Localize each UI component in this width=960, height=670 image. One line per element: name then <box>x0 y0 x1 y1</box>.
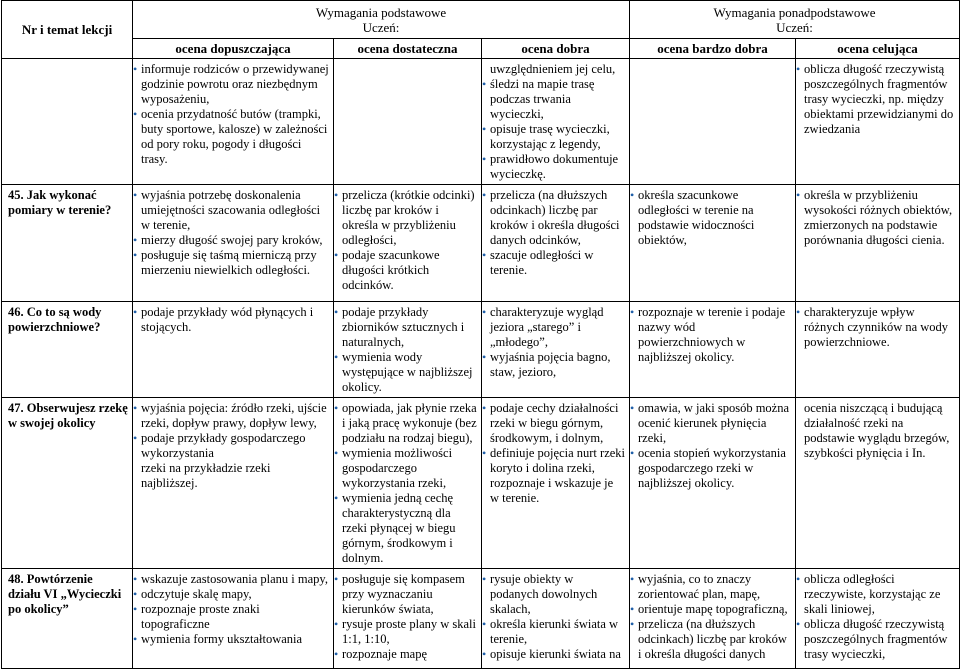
requirement-cell <box>133 569 334 669</box>
header-advanced-sub: Uczeń: <box>776 19 813 35</box>
requirement-text: wyjaśnia pojęcia: źródło rzeki, ujście rzeki, dopływ prawy, dopływ lewy, <box>141 401 327 430</box>
requirement-item <box>630 188 791 248</box>
bullet-icon: • <box>482 152 487 166</box>
requirement-cell <box>796 398 960 569</box>
requirement-text: przelicza (na dłuższych odcinkach) liczbę par kroków i określa długości danych <box>638 617 787 661</box>
bullet-icon: • <box>334 617 339 631</box>
header-grade-2: ocena dostateczna <box>334 39 482 59</box>
bullet-icon: • <box>334 491 339 505</box>
table-row <box>2 569 960 669</box>
requirement-cell <box>796 302 960 398</box>
header-basic-title: Wymagania podstawowe <box>315 4 447 20</box>
requirement-text: opisuje trasę wycieczki, korzystając z legendy, <box>490 122 610 151</box>
bullet-icon: • <box>796 305 801 319</box>
bullet-icon: • <box>334 401 339 415</box>
bullet-icon: • <box>482 248 487 262</box>
bullet-icon: • <box>482 350 487 364</box>
lesson-topic: 46. Co to są wody powierzchniowe? <box>2 302 133 398</box>
bullet-icon: • <box>133 305 138 319</box>
requirement-text: przelicza (na dłuższych odcinkach) liczbę par kroków i określa długości danych odcinków, <box>490 188 620 247</box>
requirement-item <box>133 107 329 167</box>
requirement-cell <box>630 185 796 302</box>
requirement-item <box>630 572 791 602</box>
header-grade-4: ocena bardzo dobra <box>630 39 796 59</box>
requirement-item <box>334 305 477 350</box>
header-grade-3: ocena dobra <box>482 39 630 59</box>
bullet-icon: • <box>630 602 635 616</box>
requirement-cell <box>796 569 960 669</box>
requirement-item <box>133 602 329 632</box>
header-advanced-title: Wymagania ponadpodstawowe <box>713 4 876 20</box>
requirement-item <box>133 248 329 278</box>
requirement-item <box>482 350 625 380</box>
requirement-item <box>630 602 791 617</box>
requirement-cell <box>630 302 796 398</box>
requirement-cell <box>630 59 796 185</box>
requirement-text: oblicza długość rzeczywistą poszczególnych fragmentów trasy wycieczki, <box>804 617 948 661</box>
requirement-cell <box>133 185 334 302</box>
bullet-icon: • <box>334 446 339 460</box>
requirement-item <box>482 305 625 350</box>
requirements-table <box>1 0 960 669</box>
bullet-icon: • <box>630 401 635 415</box>
requirement-text: śledzi na mapie trasę podczas trwania wycieczki, <box>490 77 595 121</box>
requirement-item <box>334 491 477 566</box>
bullet-icon: • <box>334 350 339 364</box>
requirement-text: podaje szacunkowe długości krótkich odcinków. <box>342 248 440 292</box>
bullet-icon: • <box>482 401 487 415</box>
header-topic: Nr i temat lekcji <box>2 1 133 59</box>
lesson-topic: 47. Obserwujesz rzekę w swojej okolicy <box>2 398 133 569</box>
requirement-item <box>133 632 329 647</box>
requirement-text: posługuje się taśmą mierniczą przy mierzeniu niewielkich odległości. <box>141 248 317 277</box>
bullet-icon: • <box>482 446 487 460</box>
requirement-cell <box>482 398 630 569</box>
requirement-item <box>796 188 955 248</box>
requirement-text: rysuje proste plany w skali 1:1, 1:10, <box>342 617 477 646</box>
requirement-item <box>133 587 329 602</box>
requirement-text: rozpoznaje mapę <box>342 647 428 661</box>
bullet-icon: • <box>133 188 138 202</box>
bullet-icon: • <box>334 248 339 262</box>
requirement-item <box>482 248 625 278</box>
bullet-icon: • <box>482 617 487 631</box>
requirement-text: posługuje się kompasem przy wyznaczaniu kierunków świata, <box>342 572 465 616</box>
lesson-topic: 48. Powtórzenie działu VI „Wycieczki po okolicy” <box>2 569 133 669</box>
bullet-icon: • <box>334 647 339 661</box>
requirement-text: charakteryzuje wygląd jeziora „starego” i „młodego”, <box>490 305 604 349</box>
bullet-icon: • <box>133 248 138 262</box>
bullet-icon: • <box>133 401 138 415</box>
bullet-icon: • <box>334 188 339 202</box>
bullet-icon: • <box>482 305 487 319</box>
requirement-text: oblicza odległości rzeczywiste, korzystając ze skali liniowej, <box>804 572 941 616</box>
header-grade-1: ocena dopuszczająca <box>133 39 334 59</box>
bullet-icon: • <box>796 62 801 76</box>
table-row <box>2 59 960 185</box>
bullet-icon: • <box>630 305 635 319</box>
requirement-item <box>133 572 329 587</box>
requirement-cell <box>482 59 630 185</box>
requirement-text: informuje rodziców o przewidywanej godzinie powrotu oraz niezbędnym wyposażeniu, <box>141 62 329 106</box>
requirement-item <box>482 647 625 662</box>
requirement-item <box>133 188 329 233</box>
requirement-cell <box>334 185 482 302</box>
requirement-item <box>482 617 625 647</box>
requirement-cell <box>482 302 630 398</box>
requirement-text: odczytuje skalę mapy, <box>141 587 252 601</box>
header-basic <box>133 1 630 39</box>
requirement-cell <box>334 569 482 669</box>
requirement-item <box>630 401 791 446</box>
requirement-text: mierzy długość swojej pary kroków, <box>141 233 323 247</box>
requirement-text: określa kierunki świata w terenie, <box>490 617 619 646</box>
requirement-cell <box>630 398 796 569</box>
requirement-cell <box>630 569 796 669</box>
requirement-item <box>482 572 625 617</box>
header-grade-5: ocena celująca <box>796 39 960 59</box>
requirement-item <box>482 122 625 152</box>
requirement-text: wymienia możliwości gospodarczego wykorzystania rzeki, <box>342 446 453 490</box>
requirement-item <box>482 401 625 446</box>
requirement-item <box>334 647 477 662</box>
requirement-text: opisuje kierunki świata na <box>490 647 621 661</box>
requirement-text: określa szacunkowe odległości w terenie na podstawie widoczności obiektów, <box>638 188 755 247</box>
requirement-item <box>490 62 625 77</box>
requirement-text: określa w przybliżeniu wysokości różnych obiektów, zmierzonych na podstawie porównania długości cienia. <box>804 188 953 247</box>
requirement-text: uwzględnieniem jej celu, <box>490 62 616 76</box>
table-row <box>2 398 960 569</box>
requirement-item <box>482 188 625 248</box>
bullet-icon: • <box>133 431 138 445</box>
requirement-text: rozpoznaje proste znaki topograficzne <box>141 602 260 631</box>
requirement-cell <box>334 59 482 185</box>
bullet-icon: • <box>133 107 138 121</box>
requirement-cell <box>796 59 960 185</box>
requirement-item <box>630 305 791 365</box>
header-row-1 <box>2 1 960 39</box>
requirement-cell <box>482 569 630 669</box>
bullet-icon: • <box>482 647 487 661</box>
requirement-item <box>334 446 477 491</box>
bullet-icon: • <box>796 617 801 631</box>
requirement-text: rozpoznaje w terenie i podaje nazwy wód powierzchniowych w najbliższej okolicy. <box>638 305 786 364</box>
requirement-item <box>630 446 791 491</box>
requirement-text: wyjaśnia potrzebę doskonalenia umiejętności szacowania odległości w terenie, <box>141 188 321 232</box>
requirement-item <box>482 152 625 182</box>
requirement-item <box>334 188 477 248</box>
bullet-icon: • <box>482 572 487 586</box>
requirement-item <box>334 248 477 293</box>
bullet-icon: • <box>630 572 635 586</box>
bullet-icon: • <box>630 188 635 202</box>
requirement-text: orientuje mapę topograficzną, <box>638 602 788 616</box>
requirement-text: szacuje odległości w terenie. <box>490 248 594 277</box>
bullet-icon: • <box>482 122 487 136</box>
requirement-text: oblicza długość rzeczywistą poszczególnych fragmentów trasy wycieczki, np. między obiektami przewidzianymi do zwiedzania <box>804 62 954 136</box>
requirement-item <box>482 77 625 122</box>
lesson-topic: 45. Jak wykonać pomiary w terenie? <box>2 185 133 302</box>
requirement-text: wyjaśnia, co to znaczy zorientować plan, mapę, <box>638 572 761 601</box>
bullet-icon: • <box>133 632 138 646</box>
requirement-cell <box>133 398 334 569</box>
requirement-text: definiuje pojęcia nurt rzeki koryto i dolina rzeki, rozpoznaje i wskazuje je w terenie. <box>490 446 626 505</box>
requirement-item <box>482 446 626 506</box>
requirement-item <box>796 62 955 137</box>
requirement-text: podaje przykłady zbiorników sztucznych i naturalnych, <box>342 305 465 349</box>
requirement-cell <box>133 59 334 185</box>
header-advanced <box>630 1 960 39</box>
requirement-text: ocenia niszczącą i budującą działalność rzeki na podstawie wyglądu brzegów, szybkości płynięcia i In. <box>804 401 950 460</box>
bullet-icon: • <box>482 188 487 202</box>
bullet-icon: • <box>133 62 138 76</box>
requirement-item <box>141 461 329 491</box>
table-row <box>2 185 960 302</box>
bullet-icon: • <box>796 188 801 202</box>
requirement-item <box>804 401 955 461</box>
bullet-icon: • <box>796 572 801 586</box>
requirement-item <box>133 305 329 335</box>
requirement-item <box>796 572 955 617</box>
requirement-text: podaje przykłady gospodarczego wykorzystania <box>141 431 306 460</box>
requirement-text: wymienia jedną cechę charakterystyczną dla rzeki płynącej w biegu górnym, środkowym i dolnym. <box>342 491 456 565</box>
bullet-icon: • <box>630 617 635 631</box>
requirement-text: rysuje obiekty w podanych dowolnych skalach, <box>490 572 598 616</box>
table-row <box>2 302 960 398</box>
bullet-icon: • <box>133 602 138 616</box>
requirement-cell <box>334 398 482 569</box>
requirement-item <box>334 617 477 647</box>
requirement-text: ocenia przydatność butów (trampki, buty sportowe, kalosze) w zależności od pory roku, pogody i długości trasy. <box>141 107 328 166</box>
requirement-text: podaje przykłady wód płynących i stojących. <box>141 305 314 334</box>
requirement-text: przelicza (krótkie odcinki) liczbę par kroków i określa w przybliżeniu odległości, <box>342 188 475 247</box>
bullet-icon: • <box>630 446 635 460</box>
requirement-cell <box>796 185 960 302</box>
bullet-icon: • <box>482 77 487 91</box>
lesson-topic <box>2 59 133 185</box>
requirement-text: podaje cechy działalności rzeki w biegu górnym, środkowym, i dolnym, <box>490 401 619 445</box>
requirement-text: wymienia formy ukształtowania <box>141 632 303 646</box>
bullet-icon: • <box>133 587 138 601</box>
header-basic-sub: Uczeń: <box>362 19 400 35</box>
requirement-text: prawidłowo dokumentuje wycieczkę. <box>490 152 619 181</box>
requirement-text: wyjaśnia pojęcia bagno, staw, jezioro, <box>490 350 611 379</box>
requirement-text: charakteryzuje wpływ różnych czynników na wody powierzchniowe. <box>804 305 949 349</box>
requirement-item <box>334 350 477 395</box>
requirement-item <box>334 572 477 617</box>
requirement-text: wskazuje zastosowania planu i mapy, <box>141 572 328 586</box>
requirement-item <box>133 401 329 431</box>
requirement-item <box>133 62 329 107</box>
bullet-icon: • <box>334 305 339 319</box>
requirement-item <box>133 233 329 248</box>
requirement-cell <box>133 302 334 398</box>
bullet-icon: • <box>133 572 138 586</box>
requirement-item <box>334 401 477 446</box>
requirement-item <box>630 617 791 662</box>
bullet-icon: • <box>133 233 138 247</box>
requirement-text: rzeki na przykładzie rzeki najbliższej. <box>141 461 271 490</box>
requirement-cell <box>482 185 630 302</box>
requirement-item <box>133 431 329 461</box>
requirement-item <box>796 617 955 662</box>
header-row-2 <box>2 39 960 59</box>
requirement-text: ocenia stopień wykorzystania gospodarczego rzeki w najbliższej okolicy. <box>638 446 786 490</box>
bullet-icon: • <box>334 572 339 586</box>
requirement-item <box>796 305 955 350</box>
requirement-text: omawia, w jaki sposób można ocenić kierunek płynięcia rzeki, <box>638 401 790 445</box>
requirement-text: wymienia wody występujące w najbliższej okolicy. <box>342 350 473 394</box>
requirement-text: opowiada, jak płynie rzeka i jaką pracę wykonuje (bez podziału na rodzaj biegu), <box>342 401 477 445</box>
requirement-cell <box>334 302 482 398</box>
